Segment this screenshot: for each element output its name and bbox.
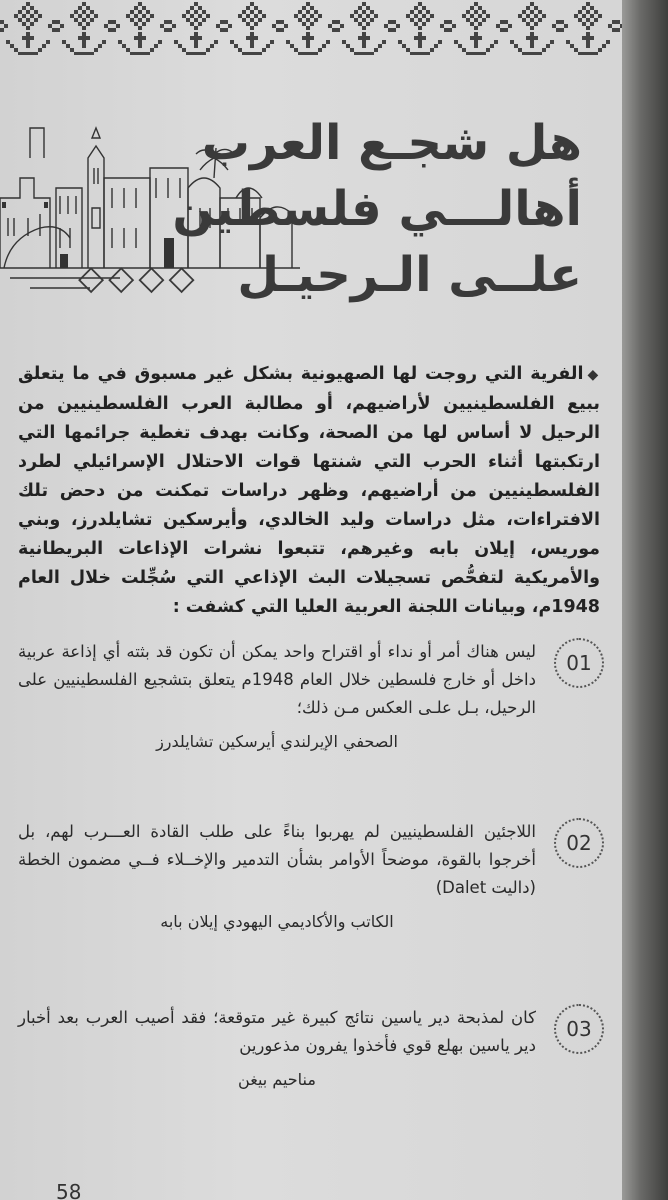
quote-source: مناحيم بيغن — [238, 1070, 316, 1089]
quote-source: الصحفي الإيرلندي أيرسكين تشايلدرز — [156, 732, 398, 751]
bullet-diamond-icon: ◆ — [587, 367, 600, 383]
quote-item-02 — [18, 818, 604, 931]
quote-source: الكاتب والأكاديمي اليهودي إيلان بابه — [160, 912, 394, 931]
item-number-badge: 01 — [554, 638, 604, 688]
quote-text: كان لمذبحة دير ياسين نتائج كبيرة غير متوقعة؛ فقد أصيب العرب بعد أخبار دير ياسين بهلع قوي فأخذوا يفرون مذعورين — [18, 1008, 536, 1055]
title-line-1: هل شجـع العرب — [201, 115, 582, 171]
item-number-badge: 02 — [554, 818, 604, 868]
intro-text: الفرية التي روجت لها الصهيونية بشكل غير مسبوق في ما يتعلق ببيع الفلسطينيين لأراضيهم، أو مطالبة العرب الفلسطينيين من الرحيل لا أساس لها من الصحة، وكانت بهدف تغطية جرائمها التي ارتكبتها أثناء الحرب التي شنتها قوات الاحتلال الإسرائيلي لطرد الفلسطينيين من أراضيهم، وظهر دراسات تمكنت من دحض تلك الافتراءات، مثل دراسات وليد الخالدي، وأيرسكين تشايلدرز، وبني موريس، إيلان بابه وغيرهم، تتبعوا نشرات الإذاعات البريطانية والأمريكية لتفحُّص تسجيلات البث الإذاعي التي سُجِّلت خلال العام 1948م، وبيانات اللجنة العربية العليا التي كشفت : — [18, 364, 600, 617]
item-number-badge: 03 — [554, 1004, 604, 1054]
page-number: 58 — [56, 1180, 82, 1200]
embroidery-pattern-band — [0, 0, 622, 72]
quote-item-03 — [18, 1004, 604, 1089]
intro-paragraph — [18, 360, 600, 622]
quote-item-01 — [18, 638, 604, 751]
page-edge-shadow — [622, 0, 668, 1200]
title-line-2: أهالـــي فلسطين — [172, 181, 582, 237]
chapter-title — [78, 110, 582, 311]
quote-text: اللاجئين الفلسطينيين لم يهربوا بناءً على طلب القادة العـــرب لهم، بل أخرجوا بالقوة، موضحاً الأوامر بشأن التدمير والإخــلاء فــي مضمون الخطة (داليت Dalet) — [18, 822, 536, 897]
title-line-3-text: علــى الـرحيـل — [237, 247, 582, 303]
diamond-ornaments: ◇◇◇◇ — [78, 258, 199, 298]
title-line-3 — [78, 242, 582, 311]
quote-text: ليس هناك أمر أو نداء أو اقتراح واحد يمكن أن تكون قد بثته أي إذاعة عربية داخل أو خارج فلسطين خلال العام 1948م يتعلق بتشجيع الفلسطينيين على الرحيل، بـل علـى العكس مـن ذلك؛ — [18, 642, 536, 717]
